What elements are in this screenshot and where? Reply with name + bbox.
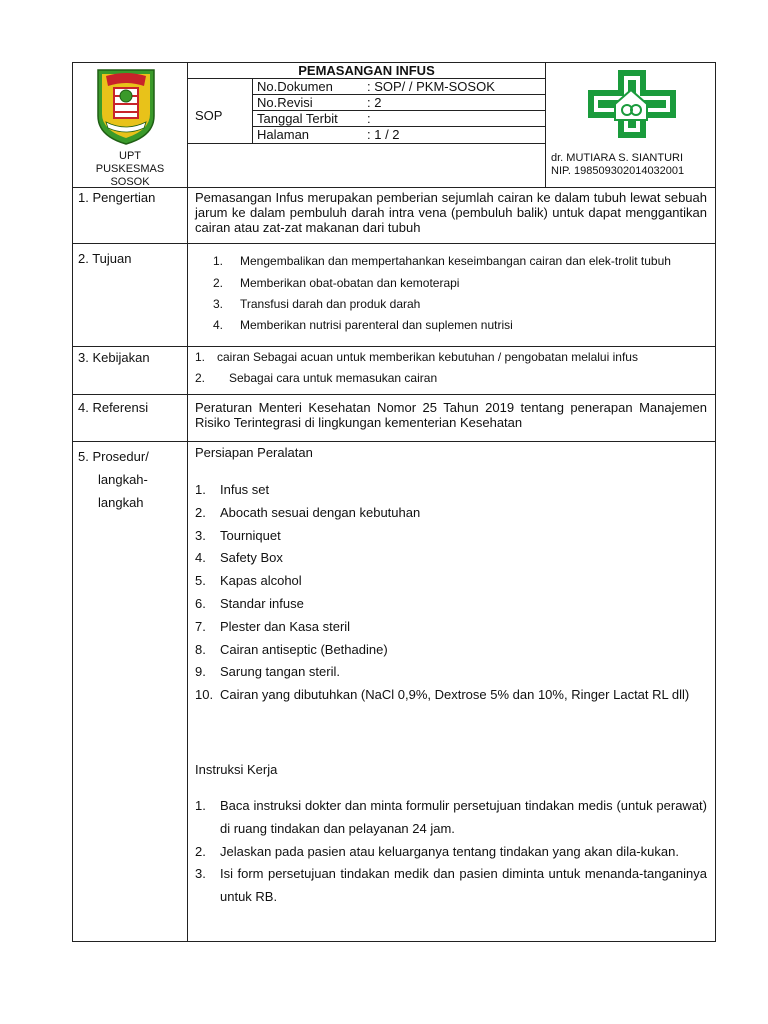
list-item: 1. Baca instruksi dokter dan minta formulir persetujuan tindakan medis (untuk perawat) di ruang tindakan dan pelayanan 24 jam. (195, 798, 707, 836)
health-cross-logo (584, 66, 680, 142)
section-label-tujuan: 2. Tujuan (78, 251, 132, 266)
instruksi-title: Instruksi Kerja (195, 762, 278, 777)
list-item: 2. Jelaskan pada pasien atau keluarganya tentang tindakan yang akan dila-kukan. (195, 843, 679, 859)
list-item: 2. Memberikan obat-obatan dan kemoterapi (213, 276, 460, 290)
list-item: 6. Standar infuse (195, 595, 304, 611)
doc-number-label: No.Dokumen (257, 79, 333, 94)
section-label-referensi: 4. Referensi (78, 400, 149, 415)
list-item: 4. Memberikan nutrisi parenteral dan suplemen nutrisi (213, 318, 513, 332)
kebijakan-list (195, 349, 710, 386)
section-text-referensi: Peraturan Menteri Kesehatan Nomor 25 Tahun 2019 tentang penerapan Manajemen Risiko Terintegrasi di lingkungan kementerian Kesehatan (195, 400, 707, 430)
instruksi-list (195, 795, 707, 909)
signer-name: dr. MUTIARA S. SIANTURI (551, 152, 684, 164)
list-item: 3. Transfusi darah dan produk darah (213, 297, 421, 311)
list-item: 4. Safety Box (195, 550, 283, 566)
tujuan-list (213, 251, 707, 335)
signer-nip: NIP. 198509302014032001 (551, 165, 685, 177)
list-item: 3. Tourniquet (195, 527, 281, 543)
section-label-kebijakan: 3. Kebijakan (78, 350, 150, 365)
peralatan-list (195, 479, 707, 707)
list-item: 1. cairan Sebagai acuan untuk memberikan kebutuhan / pengobatan melalui infus (195, 350, 638, 364)
section-label-prosedur: 5. Prosedur/ langkah- langkah (78, 449, 149, 510)
list-item: 3. Isi form persetujuan tindakan medik dan pasien diminta untuk menanda-tanganinya untuk RB. (195, 866, 707, 905)
list-item: 5. Kapas alcohol (195, 573, 302, 589)
signer-block (551, 152, 684, 178)
list-item: 9. Sarung tangan steril. (195, 664, 340, 680)
issue-date-label: Tanggal Terbit (257, 111, 338, 126)
issue-date-value: : (367, 111, 371, 126)
revision-value: : 2 (367, 95, 382, 110)
page-value: : 1 / 2 (367, 127, 400, 142)
list-item: 2. Abocath sesuai dengan kebutuhan (195, 504, 421, 520)
sop-label: SOP (195, 108, 223, 123)
org-name: UPT PUSKESMAS SOSOK (95, 150, 165, 188)
doc-number-value: : SOP/ / PKM-SOSOK (367, 79, 495, 94)
revision-label: No.Revisi (257, 95, 313, 110)
list-item: 8. Cairan antiseptic (Bethadine) (195, 641, 388, 657)
regional-emblem (92, 66, 160, 146)
list-item: 1. Mengembalikan dan mempertahankan keseimbangan cairan dan elek-trolit tubuh (213, 254, 671, 268)
list-item: 2. Sebagai cara untuk memasukan cairan (195, 371, 438, 385)
section-text-pengertian: Pemasangan Infus merupakan pemberian sejumlah cairan ke dalam tubuh lewat sebuah jarum ke dalam pembuluh darah intra vena (pembuluh balik) untuk dapat menggantikan cairan atau zat-zat makanan dari tubuh (195, 190, 707, 235)
peralatan-title: Persiapan Peralatan (195, 445, 313, 460)
list-item: 7. Plester dan Kasa steril (195, 618, 351, 634)
list-item: 1. Infus set (195, 482, 270, 497)
document-title: PEMASANGAN INFUS (298, 63, 435, 78)
page-label: Halaman (257, 127, 310, 142)
list-item: 10. Cairan yang dibutuhkan (NaCl 0,9%, Dextrose 5% dan 10%, Ringer Lactat RL dll) (195, 687, 690, 703)
section-label-pengertian: 1. Pengertian (78, 190, 156, 205)
